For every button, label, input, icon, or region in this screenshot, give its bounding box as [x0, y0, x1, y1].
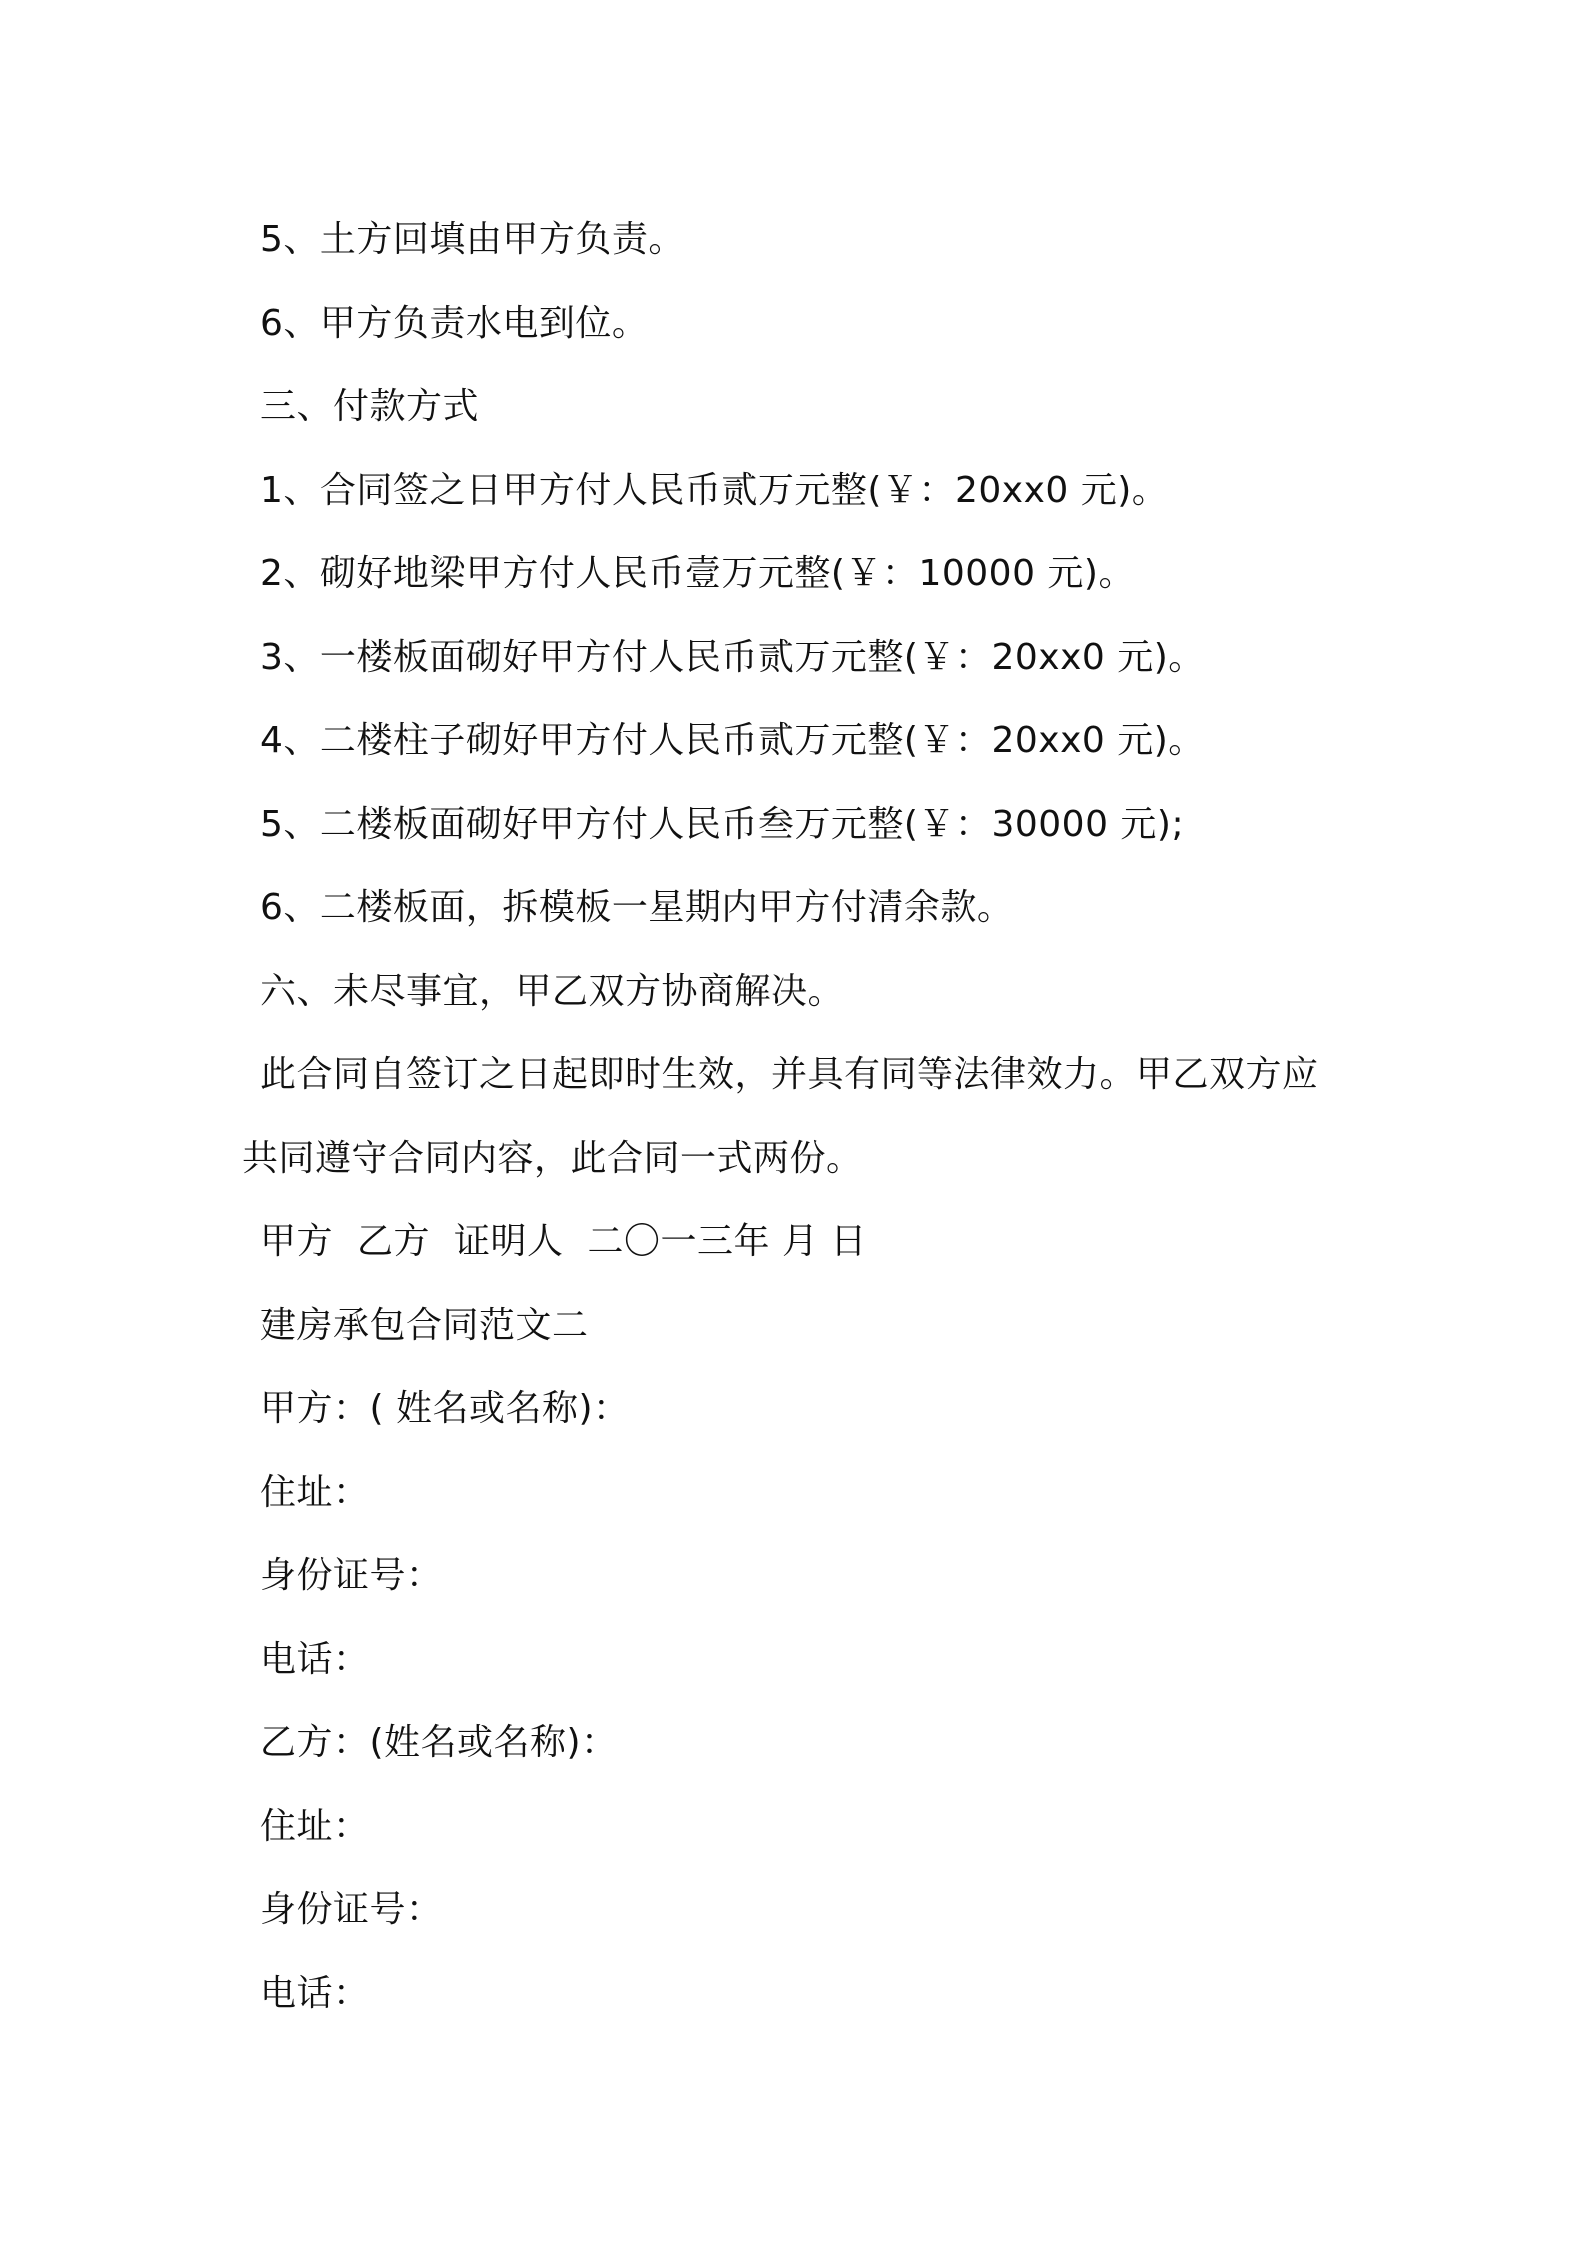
payment-item-2: 2、砌好地梁甲方付人民币壹万元整(￥：10000 元)。	[260, 553, 1135, 594]
payment-item-5: 5、二楼板面砌好甲方付人民币叁万元整(￥：30000 元);	[260, 803, 1185, 845]
signature-party-a: 甲方	[260, 1221, 334, 1262]
party-a-label: 甲方：( 姓名或名称)：	[260, 1388, 630, 1429]
party-a-phone: 电话：	[260, 1638, 370, 1680]
section-title: 建房承包合同范文二	[260, 1304, 589, 1346]
payment-item-3: 3、一楼板面砌好甲方付人民币贰万元整(￥：20xx0 元)。	[260, 636, 1205, 678]
payment-item-1: 1、合同签之日甲方付人民币贰万元整(￥：20xx0 元)。	[260, 469, 1169, 511]
payment-item-6: 6、二楼板面，拆模板一星期内甲方付清余款。	[260, 887, 1014, 928]
payment-item-4: 4、二楼柱子砌好甲方付人民币贰万元整(￥：20xx0 元)。	[260, 720, 1205, 761]
clause-unresolved-matters: 六、未尽事宜，甲乙双方协商解决。	[260, 970, 845, 1012]
signature-line	[242, 1200, 1382, 1284]
signature-party-b: 乙方	[357, 1221, 431, 1262]
party-b-phone: 电话：	[260, 1972, 370, 2014]
party-b-id-number: 身份证号：	[260, 1889, 443, 1930]
effectiveness-paragraph-line-1: 此合同自签订之日起即时生效，并具有同等法律效力。甲乙双方应	[260, 1054, 1319, 1095]
section-heading-payment: 三、付款方式	[260, 386, 480, 427]
signature-witness: 证明人	[454, 1221, 564, 1262]
document-body	[242, 198, 1382, 2035]
party-b-address: 住址：	[260, 1805, 370, 1847]
clause-water-electricity: 6、甲方负责水电到位。	[260, 302, 649, 344]
effectiveness-paragraph-line-2: 共同遵守合同内容，此合同一式两份。	[242, 1137, 863, 1179]
party-a-address: 住址：	[260, 1471, 370, 1513]
clause-earth-backfill: 5、土方回填由甲方负责。	[260, 219, 685, 260]
party-a-id-number: 身份证号：	[260, 1555, 443, 1596]
party-b-label: 乙方：(姓名或名称)：	[260, 1722, 618, 1763]
signature-date: 二〇一三年 月 日	[587, 1221, 867, 1262]
